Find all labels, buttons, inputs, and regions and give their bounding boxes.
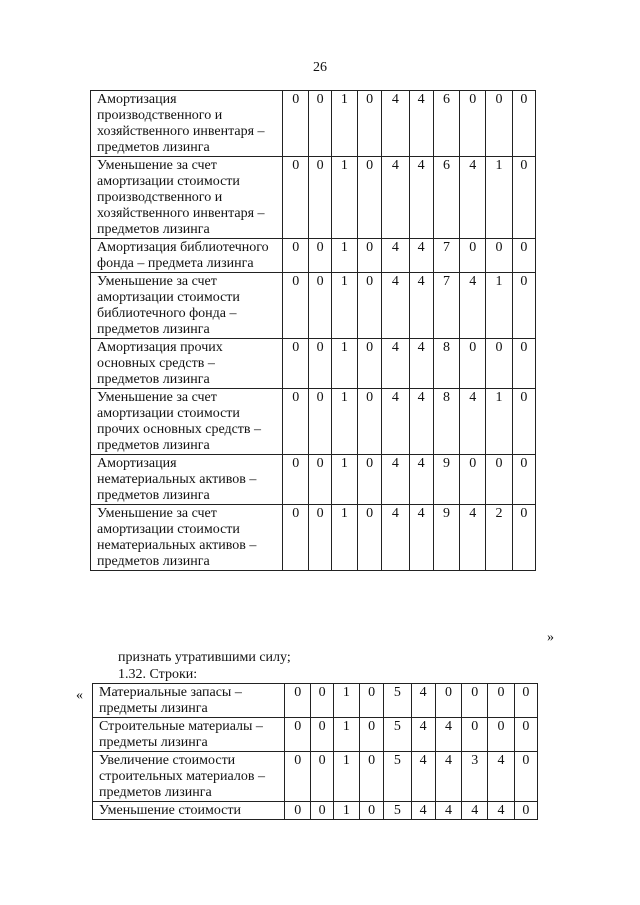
code-digit: 0 [309,389,331,455]
code-digit: 0 [460,91,486,157]
code-digit: 7 [433,273,459,339]
table-row [93,752,538,802]
code-digit: 0 [311,718,333,752]
code-digit: 0 [357,505,381,571]
table-row [91,455,536,505]
code-digit: 4 [382,91,409,157]
code-digit: 4 [435,752,461,802]
code-digit: 0 [357,91,381,157]
code-digit: 0 [514,718,537,752]
code-digit: 2 [486,505,512,571]
table-row [91,91,536,157]
code-digit: 6 [433,157,459,239]
code-digit: 4 [409,239,433,273]
code-digit: 4 [382,239,409,273]
code-digit: 0 [514,684,537,718]
code-digit: 1 [331,239,357,273]
code-digit: 0 [359,718,383,752]
code-digit: 4 [488,802,514,820]
code-digit: 4 [382,157,409,239]
code-digit: 0 [512,389,535,455]
code-digit: 4 [460,389,486,455]
code-digit: 0 [283,273,309,339]
table-row [93,718,538,752]
row-label: Увеличение стоимости строительных материалов – предметов лизинга [93,752,285,802]
table-row [91,239,536,273]
code-digit: 4 [382,455,409,505]
table-row [91,273,536,339]
code-digit: 0 [486,239,512,273]
code-digit: 1 [331,389,357,455]
account-codes-table [90,90,536,571]
code-digit: 1 [486,273,512,339]
code-digit: 1 [331,339,357,389]
code-digit: 0 [486,339,512,389]
code-digit: 0 [283,389,309,455]
code-digit: 4 [382,505,409,571]
code-digit: 0 [283,339,309,389]
code-digit: 0 [512,239,535,273]
code-digit: 4 [460,505,486,571]
row-label: Строительные материалы – предметы лизинга [93,718,285,752]
code-digit: 1 [331,455,357,505]
code-digit: 4 [382,339,409,389]
table-row [91,505,536,571]
code-digit: 0 [435,684,461,718]
code-digit: 0 [311,684,333,718]
row-label: Уменьшение за счет амортизации стоимости прочих основных средств – предметов лизинга [91,389,283,455]
code-digit: 4 [411,718,435,752]
code-digit: 0 [285,718,311,752]
code-digit: 0 [357,239,381,273]
code-digit: 4 [382,389,409,455]
code-digit: 0 [359,752,383,802]
code-digit: 1 [333,802,359,820]
code-digit: 0 [285,802,311,820]
code-digit: 0 [309,455,331,505]
code-digit: 1 [333,752,359,802]
code-digit: 0 [512,91,535,157]
table-row [91,389,536,455]
code-digit: 0 [486,455,512,505]
paragraph-section-title: 1.32. Строки: [118,667,198,682]
paragraph-repeal: признать утратившими силу; [118,650,291,665]
code-digit: 8 [433,389,459,455]
row-label: Амортизация нематериальных активов – предметов лизинга [91,455,283,505]
code-digit: 0 [359,802,383,820]
code-digit: 4 [409,273,433,339]
row-label: Уменьшение за счет амортизации стоимости производственного и хозяйственного инвентаря – предметов лизинга [91,157,283,239]
code-digit: 4 [411,684,435,718]
code-digit: 4 [460,273,486,339]
code-digit: 1 [331,273,357,339]
code-digit: 0 [462,718,488,752]
code-digit: 4 [435,802,461,820]
code-digit: 0 [357,389,381,455]
code-digit: 5 [384,718,411,752]
code-digit: 0 [460,339,486,389]
code-digit: 4 [411,802,435,820]
code-digit: 0 [462,684,488,718]
code-digit: 0 [309,239,331,273]
row-label: Уменьшение за счет амортизации стоимости библиотечного фонда – предметов лизинга [91,273,283,339]
code-digit: 4 [462,802,488,820]
code-digit: 4 [409,505,433,571]
code-digit: 9 [433,505,459,571]
code-digit: 0 [285,684,311,718]
code-digit: 8 [433,339,459,389]
code-digit: 4 [409,91,433,157]
code-digit: 0 [512,455,535,505]
code-digit: 3 [462,752,488,802]
code-digit: 0 [311,752,333,802]
code-digit: 0 [309,91,331,157]
closing-quote: » [547,630,554,645]
row-label: Уменьшение за счет амортизации стоимости нематериальных активов – предметов лизинга [91,505,283,571]
code-digit: 0 [357,157,381,239]
code-digit: 5 [384,802,411,820]
code-digit: 6 [433,91,459,157]
code-digit: 0 [309,273,331,339]
code-digit: 4 [411,752,435,802]
code-digit: 0 [309,157,331,239]
code-digit: 0 [357,339,381,389]
code-digit: 9 [433,455,459,505]
code-digit: 0 [283,505,309,571]
code-digit: 0 [309,339,331,389]
code-digit: 0 [514,802,537,820]
code-digit: 4 [435,718,461,752]
row-label: Амортизация библиотечного фонда – предмета лизинга [91,239,283,273]
table-row [93,802,538,820]
code-digit: 1 [333,718,359,752]
code-digit: 0 [285,752,311,802]
code-digit: 0 [357,273,381,339]
row-label: Материальные запасы – предметы лизинга [93,684,285,718]
code-digit: 4 [409,455,433,505]
code-digit: 4 [409,157,433,239]
code-digit: 0 [512,273,535,339]
code-digit: 4 [409,339,433,389]
code-digit: 0 [357,455,381,505]
code-digit: 0 [512,505,535,571]
material-codes-table [92,683,538,820]
code-digit: 0 [512,157,535,239]
code-digit: 7 [433,239,459,273]
code-digit: 1 [331,157,357,239]
code-digit: 0 [359,684,383,718]
code-digit: 1 [333,684,359,718]
code-digit: 1 [331,91,357,157]
code-digit: 0 [283,157,309,239]
code-digit: 1 [486,389,512,455]
code-digit: 0 [283,239,309,273]
code-digit: 0 [283,455,309,505]
row-label: Уменьшение стоимости [93,802,285,820]
code-digit: 0 [309,505,331,571]
code-digit: 0 [460,455,486,505]
code-digit: 0 [488,718,514,752]
row-label: Амортизация производственного и хозяйственного инвентаря – предметов лизинга [91,91,283,157]
code-digit: 0 [512,339,535,389]
code-digit: 0 [283,91,309,157]
code-digit: 5 [384,752,411,802]
code-digit: 0 [514,752,537,802]
row-label: Амортизация прочих основных средств – предметов лизинга [91,339,283,389]
code-digit: 1 [331,505,357,571]
page-number: 26 [313,60,327,75]
code-digit: 0 [488,684,514,718]
code-digit: 4 [409,389,433,455]
table-row [91,157,536,239]
code-digit: 4 [382,273,409,339]
code-digit: 0 [460,239,486,273]
code-digit: 0 [486,91,512,157]
code-digit: 4 [460,157,486,239]
table-row [91,339,536,389]
code-digit: 1 [486,157,512,239]
code-digit: 4 [488,752,514,802]
opening-quote: « [76,688,83,703]
table-row [93,684,538,718]
code-digit: 5 [384,684,411,718]
code-digit: 0 [311,802,333,820]
